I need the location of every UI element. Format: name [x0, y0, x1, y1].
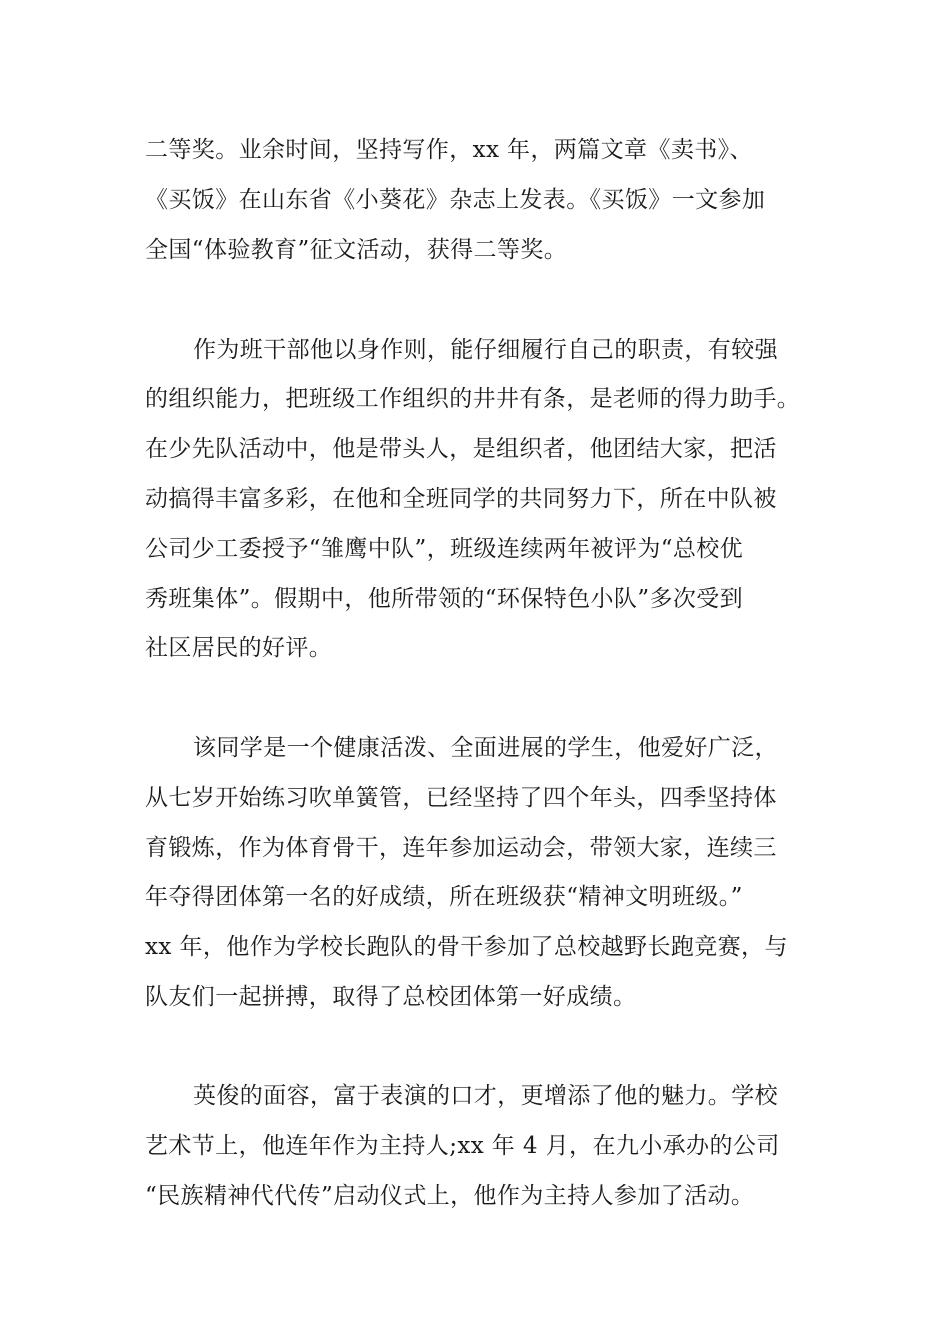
text-line: 年夺得团体第一名的好成绩，所在班级获“精神文明班级。” — [145, 884, 743, 910]
text-line: xx 年，他作为学校长跑队的骨干参加了总校越野长跑竞赛，与 — [145, 934, 788, 960]
text-line: 育锻炼，作为体育骨干，连年参加运动会，带领大家，连续三 — [145, 835, 777, 861]
text-line: 公司少工委授予“雏鹰中队”，班级连续两年被评为“总校优 — [145, 536, 744, 562]
text-line: 秀班集体”。假期中，他所带领的“环保特色小队”多次受到 — [145, 586, 744, 612]
text-line: 在少先队活动中，他是带头人，是组织者，他团结大家，把活 — [145, 436, 777, 462]
text-line: 的组织能力，把班级工作组织的井井有条，是老师的得力助手。 — [145, 386, 801, 412]
text-line: 作为班干部他以身作则，能仔细履行自己的职责，有较强 — [193, 337, 778, 363]
text-line: 队友们一起拼搏，取得了总校团体第一好成绩。 — [145, 984, 637, 1010]
text-line: 动搞得丰富多彩，在他和全班同学的共同努力下，所在中队被 — [145, 486, 777, 512]
text-line: 艺术节上，他连年作为主持人;xx 年 4 月，在九小承办的公司 — [145, 1133, 780, 1159]
text-line: “民族精神代代传”启动仪式上，他作为主持人参加了活动。 — [145, 1183, 755, 1209]
text-line: 全国“体验教育”征文活动，获得二等奖。 — [145, 237, 568, 263]
text-line: 二等奖。业余时间，坚持写作，xx 年，两篇文章《卖书》、 — [145, 137, 753, 163]
text-line: 社区居民的好评。 — [145, 635, 333, 661]
text-line: 从七岁开始练习吹单簧管，已经坚持了四个年头，四季坚持体 — [145, 785, 777, 811]
text-line: 英俊的面容，富于表演的口才，更增添了他的魅力。学校 — [193, 1083, 778, 1109]
text-line: 《买饭》在山东省《小葵花》杂志上发表。《买饭》一文参加 — [145, 187, 766, 213]
text-line: 该同学是一个健康活泼、全面进展的学生，他爱好广泛， — [193, 735, 778, 761]
